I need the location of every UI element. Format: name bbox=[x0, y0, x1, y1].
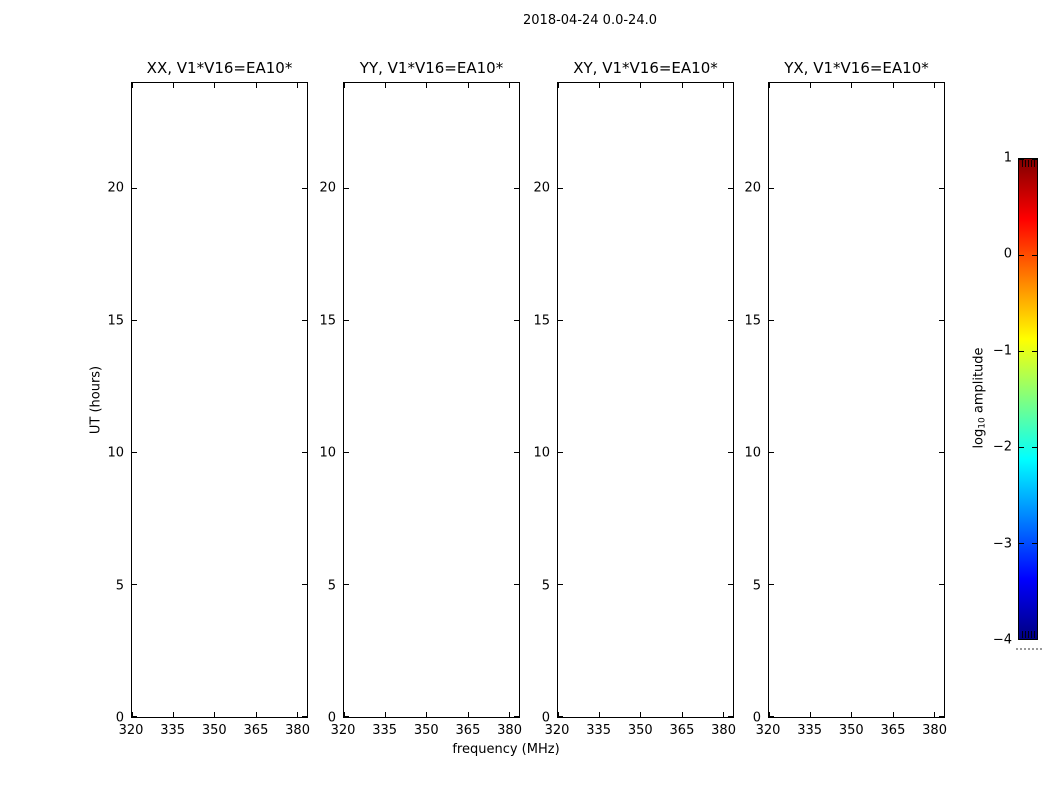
x-tick-label: 320 bbox=[755, 723, 781, 738]
tick-mark bbox=[558, 584, 563, 585]
colorbar-edge-tick bbox=[1022, 631, 1023, 638]
tick-mark bbox=[769, 584, 774, 585]
tick-mark bbox=[173, 712, 174, 717]
x-axis-label: frequency (MHz) bbox=[452, 742, 560, 757]
colorbar-gradient bbox=[1018, 158, 1038, 640]
y-tick-label: 5 bbox=[541, 578, 550, 593]
tick-mark bbox=[426, 712, 427, 717]
colorbar-tick-label: −2 bbox=[992, 439, 1012, 455]
tick-mark bbox=[939, 716, 944, 717]
tick-mark bbox=[640, 712, 641, 717]
colorbar-tick-label: −4 bbox=[992, 632, 1012, 648]
tick-mark bbox=[558, 452, 563, 453]
y-tick-label: 10 bbox=[107, 445, 124, 461]
tick-mark bbox=[769, 320, 774, 321]
y-tick-label: 15 bbox=[319, 313, 336, 328]
tick-mark bbox=[385, 712, 386, 717]
tick-mark bbox=[934, 712, 935, 717]
tick-mark bbox=[344, 320, 349, 321]
tick-mark bbox=[514, 452, 519, 453]
tick-mark bbox=[728, 584, 733, 585]
tick-mark bbox=[514, 188, 519, 189]
tick-mark bbox=[132, 83, 133, 88]
subplot-title: YX, V1*V16=EA10* bbox=[784, 59, 929, 77]
colorbar-edge-tick bbox=[1025, 631, 1026, 638]
tick-mark bbox=[385, 83, 386, 88]
colorbar-minor-dot bbox=[1032, 648, 1034, 650]
tick-mark bbox=[893, 712, 894, 717]
tick-mark bbox=[302, 584, 307, 585]
x-tick-label: 335 bbox=[586, 723, 612, 738]
tick-mark bbox=[769, 83, 770, 88]
tick-mark bbox=[939, 584, 944, 585]
tick-mark bbox=[939, 188, 944, 189]
tick-mark bbox=[426, 83, 427, 88]
tick-mark bbox=[723, 712, 724, 717]
colorbar-minor-dot bbox=[1040, 648, 1042, 650]
colorbar-edge-tick bbox=[1034, 160, 1035, 167]
tick-mark bbox=[132, 320, 137, 321]
tick-mark bbox=[514, 716, 519, 717]
tick-mark bbox=[302, 452, 307, 453]
tick-mark bbox=[939, 452, 944, 453]
tick-mark bbox=[728, 188, 733, 189]
colorbar-edge-tick bbox=[1031, 160, 1032, 167]
colorbar-edge-tick bbox=[1022, 160, 1023, 167]
tick-mark bbox=[173, 83, 174, 88]
x-tick-label: 350 bbox=[838, 723, 864, 738]
tick-mark bbox=[344, 584, 349, 585]
tick-mark bbox=[769, 188, 774, 189]
subplot-title: XY, V1*V16=EA10* bbox=[573, 59, 718, 77]
tick-mark bbox=[558, 83, 559, 88]
colorbar-label-rest: amplitude bbox=[971, 347, 987, 418]
tick-mark bbox=[302, 320, 307, 321]
colorbar bbox=[992, 150, 1038, 648]
plot-area bbox=[343, 82, 520, 718]
colorbar-edge-tick bbox=[1025, 160, 1026, 167]
y-tick-label: 10 bbox=[744, 445, 761, 461]
tick-mark bbox=[893, 83, 894, 88]
tick-mark bbox=[509, 712, 510, 717]
y-tick-label: 10 bbox=[533, 445, 550, 461]
tick-mark bbox=[214, 712, 215, 717]
y-tick-label: 20 bbox=[533, 180, 550, 196]
colorbar-tick-label: 0 bbox=[1003, 246, 1012, 262]
tick-mark bbox=[344, 452, 349, 453]
tick-mark bbox=[599, 83, 600, 88]
tick-mark bbox=[468, 712, 469, 717]
x-tick-label: 365 bbox=[243, 723, 269, 738]
y-tick-label: 5 bbox=[115, 578, 124, 593]
tick-mark bbox=[728, 716, 733, 717]
colorbar-tick-mark bbox=[1019, 351, 1024, 352]
tick-mark bbox=[851, 712, 852, 717]
x-tick-label: 350 bbox=[201, 723, 227, 738]
colorbar-minor-marks bbox=[1016, 648, 1042, 650]
tick-mark bbox=[468, 83, 469, 88]
figure-title: 2018-04-24 0.0-24.0 bbox=[523, 13, 657, 28]
y-tick-label: 0 bbox=[541, 710, 550, 726]
y-tick-label: 5 bbox=[752, 578, 761, 593]
colorbar-tick-mark bbox=[1032, 351, 1037, 352]
y-axis-label: UT (hours) bbox=[88, 365, 104, 435]
x-tick-label: 380 bbox=[711, 723, 736, 738]
subplot-yy bbox=[319, 59, 522, 738]
colorbar-tick-mark bbox=[1019, 255, 1024, 256]
tick-mark bbox=[514, 320, 519, 321]
colorbar-minor-dot bbox=[1020, 648, 1022, 650]
tick-mark bbox=[344, 716, 349, 717]
colorbar-edge-tick bbox=[1028, 160, 1029, 167]
subplot-xy bbox=[533, 59, 736, 738]
subplot-title: YY, V1*V16=EA10* bbox=[359, 59, 504, 77]
tick-mark bbox=[132, 188, 137, 189]
tick-mark bbox=[599, 712, 600, 717]
x-tick-label: 350 bbox=[627, 723, 653, 738]
tick-mark bbox=[769, 452, 774, 453]
colorbar-label bbox=[973, 347, 988, 448]
colorbar-label-subscript: 10 bbox=[977, 417, 988, 429]
subplot-yx bbox=[744, 59, 947, 738]
x-tick-label: 365 bbox=[880, 723, 906, 738]
colorbar-tick-mark bbox=[1032, 639, 1037, 640]
y-tick-label: 15 bbox=[533, 313, 550, 328]
colorbar-tick-label: −1 bbox=[992, 343, 1012, 359]
tick-mark bbox=[344, 83, 345, 88]
tick-mark bbox=[682, 712, 683, 717]
tick-mark bbox=[214, 83, 215, 88]
subplot-xx bbox=[107, 59, 310, 738]
tick-mark bbox=[558, 188, 563, 189]
y-tick-label: 20 bbox=[744, 180, 761, 196]
tick-mark bbox=[132, 584, 137, 585]
colorbar-tick-label: 1 bbox=[1003, 150, 1012, 166]
y-tick-label: 15 bbox=[107, 313, 124, 328]
x-tick-label: 350 bbox=[413, 723, 439, 738]
subplot-title: XX, V1*V16=EA10* bbox=[146, 59, 293, 77]
colorbar-edge-tick bbox=[1028, 631, 1029, 638]
tick-mark bbox=[810, 83, 811, 88]
x-tick-label: 335 bbox=[372, 723, 398, 738]
colorbar-tick-mark bbox=[1019, 639, 1024, 640]
y-tick-label: 0 bbox=[327, 710, 336, 726]
y-tick-label: 20 bbox=[319, 180, 336, 196]
tick-mark bbox=[939, 320, 944, 321]
plot-area bbox=[131, 82, 308, 718]
x-tick-label: 335 bbox=[160, 723, 186, 738]
plot-area bbox=[768, 82, 945, 718]
tick-mark bbox=[769, 716, 774, 717]
plot-area bbox=[557, 82, 734, 718]
tick-mark bbox=[851, 83, 852, 88]
tick-mark bbox=[723, 83, 724, 88]
tick-mark bbox=[256, 83, 257, 88]
x-tick-label: 320 bbox=[330, 723, 356, 738]
colorbar-minor-dot bbox=[1036, 648, 1038, 650]
colorbar-minor-dot bbox=[1024, 648, 1026, 650]
y-tick-label: 0 bbox=[752, 710, 761, 726]
colorbar-tick-mark bbox=[1019, 543, 1024, 544]
tick-mark bbox=[728, 452, 733, 453]
tick-mark bbox=[640, 83, 641, 88]
colorbar-minor-dot bbox=[1016, 648, 1018, 650]
colorbar-tick-mark bbox=[1032, 447, 1037, 448]
tick-mark bbox=[132, 452, 137, 453]
x-tick-label: 365 bbox=[455, 723, 481, 738]
colorbar-tick-mark bbox=[1032, 255, 1037, 256]
colorbar-label-base: log bbox=[971, 428, 987, 449]
tick-mark bbox=[297, 712, 298, 717]
x-tick-label: 320 bbox=[118, 723, 144, 738]
y-tick-label: 15 bbox=[744, 313, 761, 328]
x-tick-label: 380 bbox=[922, 723, 947, 738]
x-tick-label: 380 bbox=[497, 723, 522, 738]
x-tick-label: 380 bbox=[285, 723, 310, 738]
tick-mark bbox=[558, 716, 563, 717]
y-tick-label: 0 bbox=[115, 710, 124, 726]
tick-mark bbox=[256, 712, 257, 717]
tick-mark bbox=[810, 712, 811, 717]
colorbar-tick-mark bbox=[1032, 543, 1037, 544]
colorbar-edge-tick bbox=[1034, 631, 1035, 638]
tick-mark bbox=[558, 320, 563, 321]
tick-mark bbox=[509, 83, 510, 88]
y-tick-label: 20 bbox=[107, 180, 124, 196]
colorbar-tick-mark bbox=[1019, 447, 1024, 448]
tick-mark bbox=[514, 584, 519, 585]
tick-mark bbox=[302, 188, 307, 189]
tick-mark bbox=[132, 716, 137, 717]
y-tick-label: 5 bbox=[327, 578, 336, 593]
colorbar-edge-tick bbox=[1031, 631, 1032, 638]
colorbar-tick-label: −3 bbox=[992, 536, 1012, 552]
tick-mark bbox=[934, 83, 935, 88]
tick-mark bbox=[682, 83, 683, 88]
x-tick-label: 335 bbox=[797, 723, 823, 738]
x-tick-label: 320 bbox=[544, 723, 570, 738]
tick-mark bbox=[302, 716, 307, 717]
x-tick-label: 365 bbox=[669, 723, 695, 738]
tick-mark bbox=[728, 320, 733, 321]
tick-mark bbox=[344, 188, 349, 189]
colorbar-minor-dot bbox=[1028, 648, 1030, 650]
tick-mark bbox=[297, 83, 298, 88]
y-tick-label: 10 bbox=[319, 445, 336, 461]
